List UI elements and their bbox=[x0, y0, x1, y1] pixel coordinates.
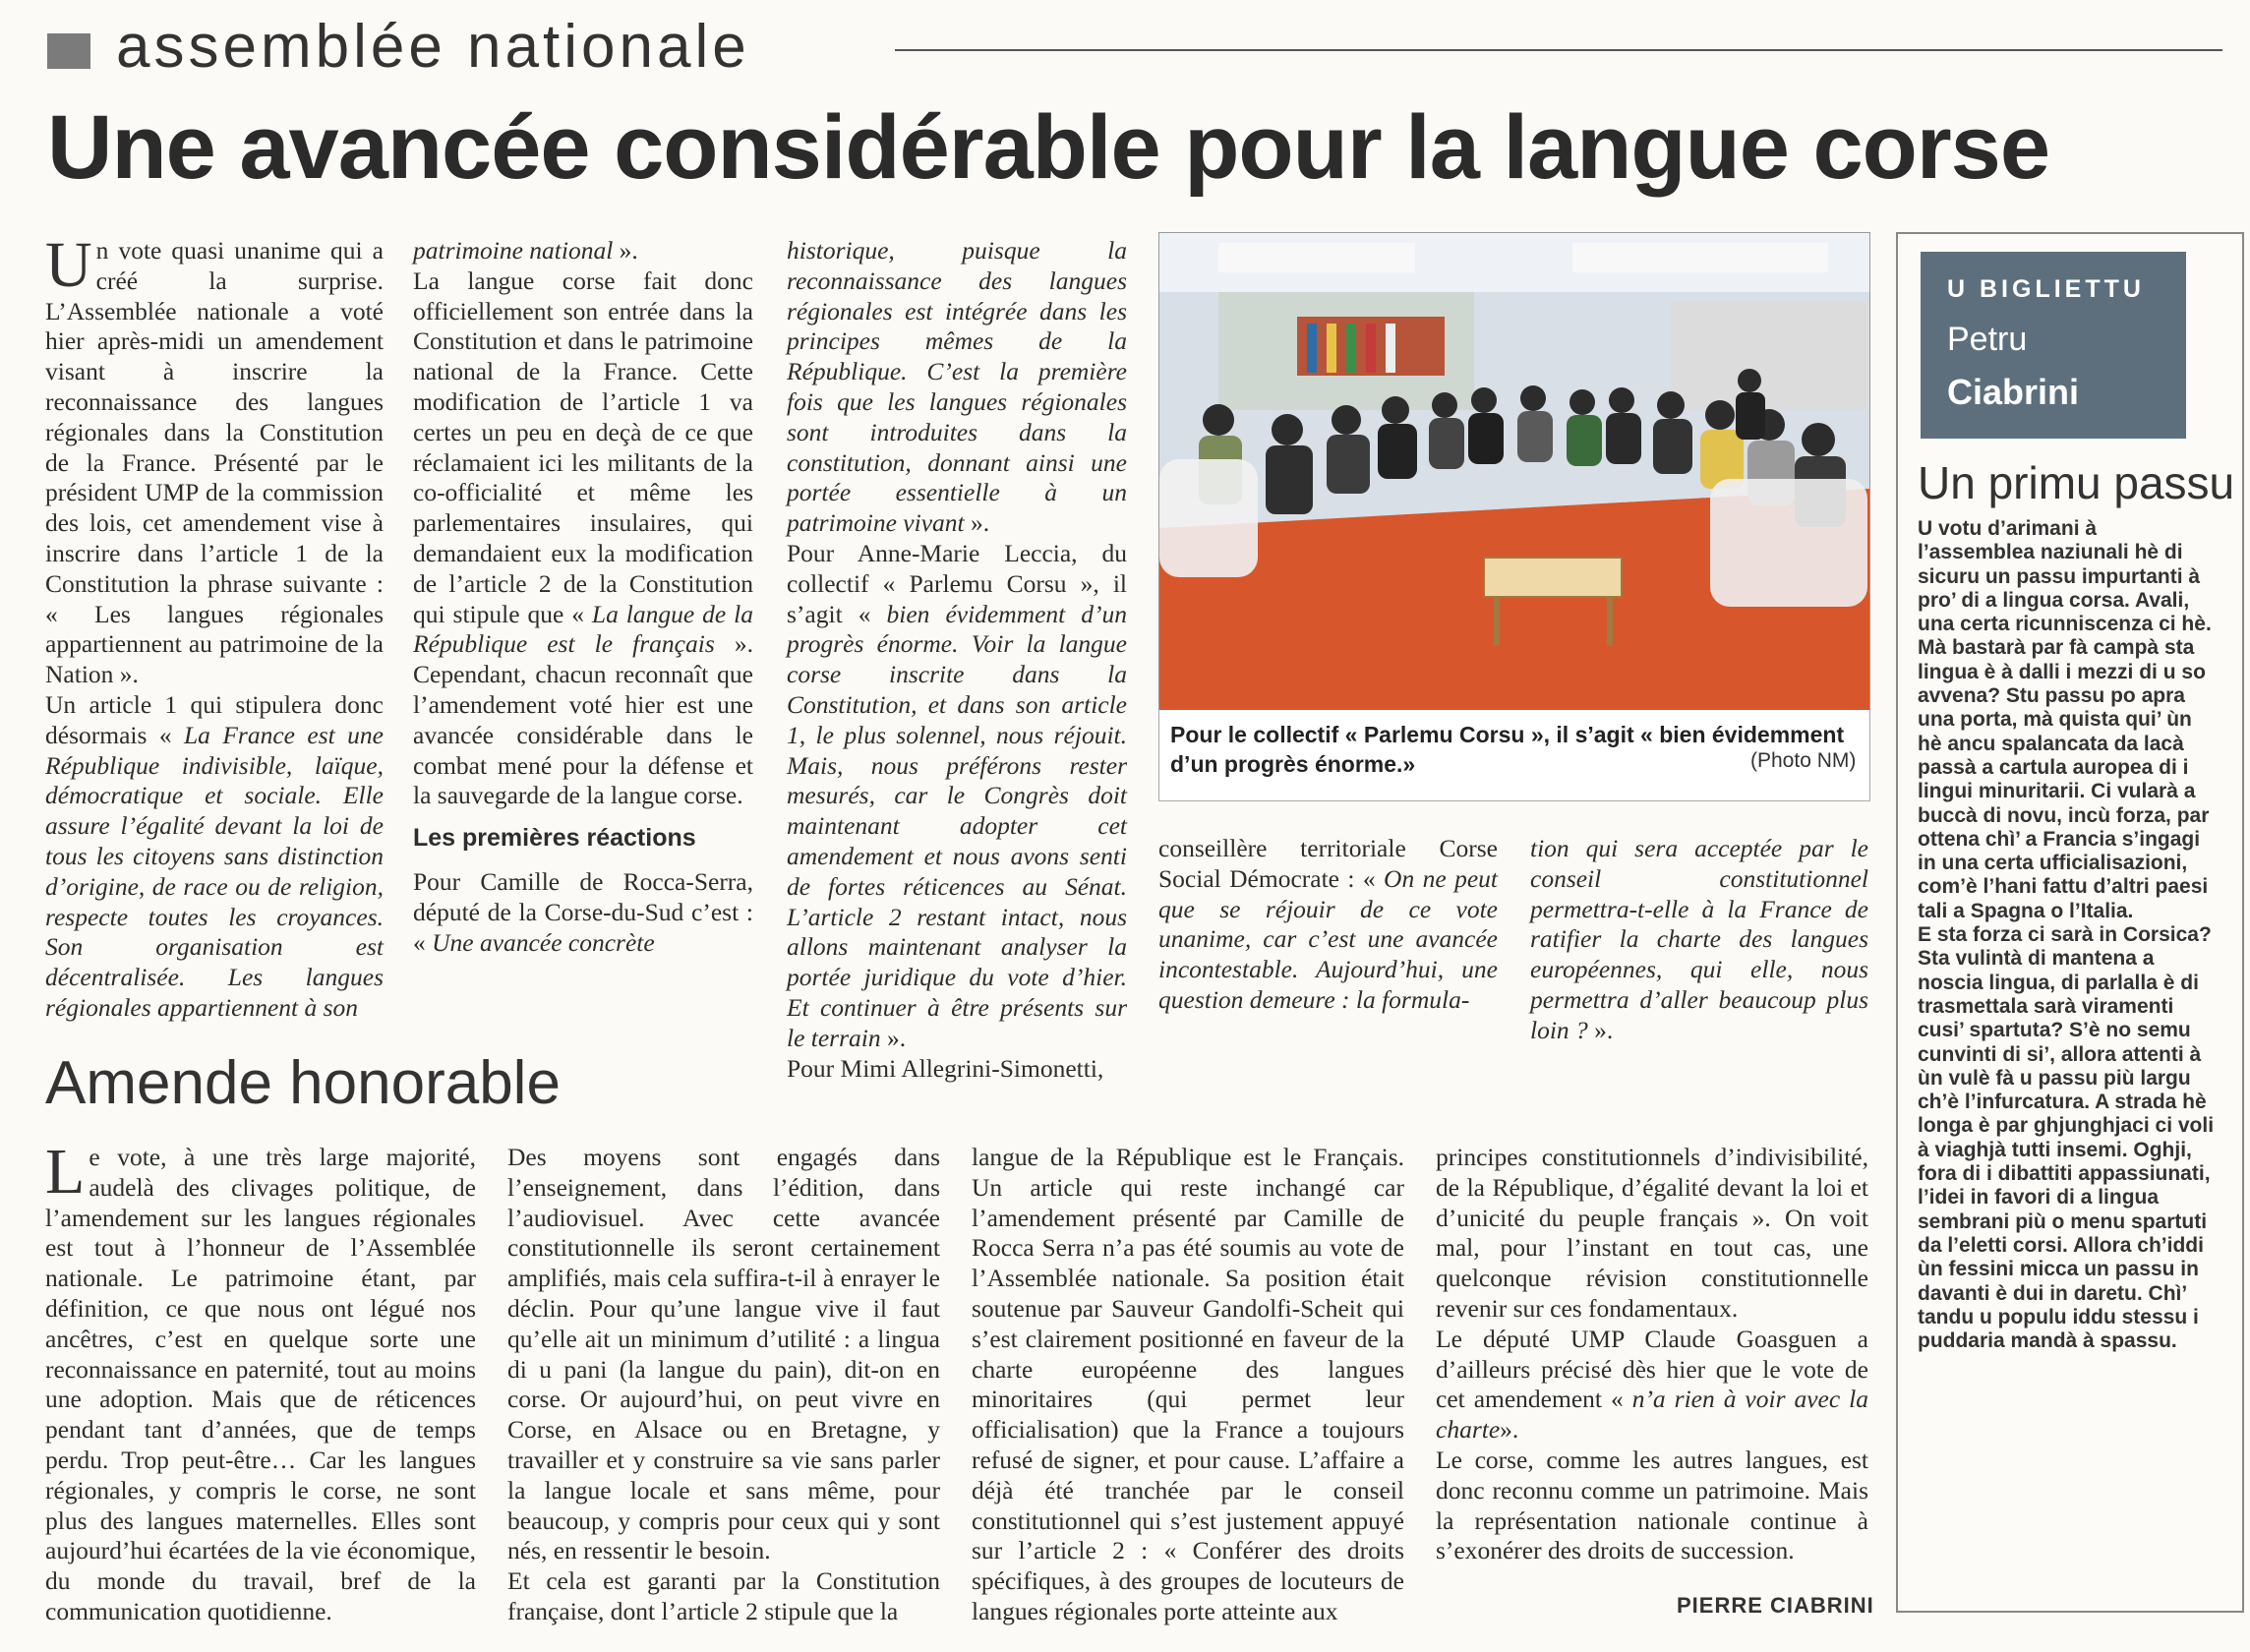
article-quote: historique, puisque la reconnaissance des langues régionales est intégrée dans les principes mêmes de la République. C’est la première fois que les langues régionales sont introduites dans la constitution, donnant ainsi une portée essentielle à un patrimoine vivant bbox=[787, 236, 1127, 538]
article-quote: La France est une République indivisible, laïque, démocratique et sociale. Elle assure l’égalité devant la loi de tous les citoyens sans distinction d’origine, de race ou de religion, respecte toutes les croyances. Son organisation est décentralisée. Les langues régionales appartiennent à son bbox=[45, 720, 384, 1022]
photo-caption: Pour le collectif « Parlemu Corsu », il s’agit « bien évidemment d’un progrès énorme.» bbox=[1170, 722, 1845, 777]
editorial-column-4 bbox=[1436, 1143, 1868, 1566]
sidebar-paragraph: E sta forza ci sarà in Corsica? Sta vulintà di mantena a noscia lingua, di parlalla è di trasmettala sarà viramenti cusi’ spartuta? S’è no semu cunvinti di si’, allora attenti à ùn vulè fà u passu più largu ch’è l’infurcatura. A strada hè longa è par ghjunghjaci ci voli à viaghjà tutti insemi. Oghji, fora di i dibattiti appassiunati, l’idei in favori di a lingua sembrani più o menu spartuti da l’eletti corsi. Allora ch’iddi ùn fessini micca un passu in davanti è dui in daretu. Chì’ tandu u populu iddu stessu i puddaria mandà à spassu. bbox=[1918, 923, 2215, 1353]
sidebar-title: Un primu passu bbox=[1918, 457, 2235, 508]
sidebar-author-last: Ciabrini bbox=[1947, 372, 2080, 412]
headline: Une avancée considérable pour la langue corse bbox=[47, 97, 2050, 198]
article-paragraph: Pour Mimi Allegrini-Simonetti, bbox=[787, 1053, 1104, 1083]
subheading: Les premières réactions bbox=[413, 824, 696, 853]
article-paragraph: Pour Anne-Marie Leccia, du collectif « Parlemu Corsu », il s’agit « bbox=[787, 538, 1127, 628]
rubric-rule bbox=[895, 49, 2222, 51]
article-column-4 bbox=[1158, 834, 1498, 1016]
editorial-paragraph: langue de la République est le Français. Un article qui reste inchangé car l’amendement présenté par Camille de Rocca Serra n’a pas été soumis au vote de l’Assemblée nationale. Sa position était soutenue par Sauveur Gandolfi-Scheit qui s’est clairement positionné en faveur de la charte européenne des langues minoritaires (qui permet leur officialisation) que la France a toujours refusé de signer, et pour cause. L’affaire a déjà été tranchée par le conseil constitutionnel qui s’est justement appuyé sur l’article 2 : « Conférer des droits spécifiques, à des groupes de locuteurs de langues régionales porte atteinte aux bbox=[972, 1143, 1404, 1625]
editorial-column-1 bbox=[45, 1136, 476, 1627]
article-quote: patrimoine national bbox=[413, 236, 614, 265]
article-quote: tion qui sera acceptée par le conseil constitutionnel permettra-t-elle à la France de ratifier la charte des langues européennes, qui elle, nous permettra d’aller beaucoup plus loin ? bbox=[1530, 834, 1868, 1044]
sidebar-kicker: U BIGLIETTU bbox=[1947, 275, 2145, 303]
article-column-1 bbox=[45, 229, 384, 1024]
article-text: ». Cependant, chacun reconnaît que l’amendement voté hier est une avancée considérable dans le combat mené pour la défense et la sauvegarde de la langue corse. bbox=[413, 629, 753, 810]
article-column-3 bbox=[787, 236, 1127, 1084]
sidebar-text bbox=[1918, 517, 2218, 1353]
article-text: ». bbox=[613, 236, 638, 265]
editorial-title: Amende honorable bbox=[45, 1049, 561, 1117]
editorial-paragraph: Le député UMP Claude Goasguen a d’ailleurs précisé dès hier que le vote de cet amendement « bbox=[1436, 1324, 1868, 1414]
article-column-2 bbox=[413, 236, 753, 958]
article-column-5 bbox=[1530, 834, 1868, 1046]
article-text: ». bbox=[1587, 1015, 1614, 1044]
article-photo bbox=[1158, 232, 1870, 712]
article-paragraph: conseillère territoriale Corse Social Démocrate : « bbox=[1158, 834, 1498, 893]
article-quote: On ne peut que se réjouir de ce vote unanime, car c’est une avancée incontestable. Aujourd’hui, une question demeure : la formula- bbox=[1158, 863, 1498, 1014]
article-lead: n vote quasi unanime qui a créé la surprise. L’Assemblée nationale a voté hier après-midi un amendement visant à inscrire la reconnaissance des langues régionales dans la Constitution de la France. Présenté par le président UMP de la commission des lois, cet amendement vise à inscrire dans l’article 1 de la Constitution la phrase suivante : « Les langues régionales appartiennent au patrimoine de la Nation ». bbox=[45, 236, 384, 689]
article-text: ». bbox=[880, 1023, 907, 1052]
photo-credit: (Photo NM) bbox=[1750, 749, 1857, 772]
editorial-paragraph: Des moyens sont engagés dans l’enseignement, dans l’édition, dans l’audiovisuel. Avec cette avancée constitutionnelle ils seront certainement amplifiés, mais cela suffira-t-il à enrayer le déclin. Pour qu’une langue vive il faut qu’elle ait un minimum d’utilité : a lingua di u pani (la langue du pain), dit-on en corse. Or aujourd’hui, on peut vivre en Corse, en Alsace ou en Bretagne, y travailler et y construire sa vie sans parler la langue locale et sans même, pour beaucoup, y compris pour ceux qui y sont nés, en ressentir le besoin. bbox=[507, 1143, 940, 1565]
byline: PIERRE CIABRINI bbox=[1677, 1593, 1874, 1618]
editorial-paragraph: e vote, à une très large majorité, audelà des clivages politique, de l’amendement sur les langues régionales est tout à l’honneur de l’Assemblée nationale. Le patrimoine étant, par définition, ce que nous ont légué nos ancêtres, c’est en quelque sorte une reconnaissance en paternité, tout au moins une adoption. Mais que de réticences pendant tant d’années, que de temps perdu. Trop peut-être… Car les langues régionales, y compris le corse, ne sont plus des langues maternelles. Elles sont aujourd’hui écartées de la vie économique, du monde du travail, bref de la communication quotidienne. bbox=[45, 1143, 476, 1625]
sidebar-paragraph: U votu d’arimani à l’assemblea naziunali hè di sicuru un passu impurtanti à pro’ di a lingua corsa. Avali, una certa ricunniscenza ci hè. Mà bastarà par fà campà sta lingua è à dalli i mezzi di u so avvena? Stu passu po apra una porta, mà quista qui’ ùn hè ancu spalancata da lacà passà a cartula auropea di i lingui minuritarii. Ci vularà a buccà di novu, incù forza, par ottena chì’ a Francia s’ingagi in una certa ufficialisazioni, com’è l’hani fattu d’altri paesi tali a Spagna o l’Italia. bbox=[1918, 517, 2212, 922]
article-paragraph: Un article 1 qui stipulera donc désormais « bbox=[45, 689, 384, 749]
editorial-text: ». bbox=[1500, 1415, 1519, 1445]
editorial-paragraph: principes constitutionnels d’indivisibilité, de la République, d’égalité devant la loi et d’unicité du peuple français ». On voit mal, pour l’instant en tout cas, une quelconque révision constitutionnelle revenir sur ces fondamentaux. bbox=[1436, 1143, 1868, 1323]
article-quote: bien évidemment d’un progrès énorme. Voir la langue corse inscrite dans la Constitution, et dans son article 1, le plus solennel, nous réjouit. Mais, nous préférons rester mesurés, car le Congrès doit maintenant adopter cet amendement et nous avons senti de fortes réticences au Sénat. L’article 2 restant intact, nous allons maintenant analyser la portée juridique du vote d’hier. Et continuer à être présents sur le terrain bbox=[787, 599, 1128, 1052]
editorial-column-3 bbox=[972, 1143, 1404, 1627]
article-paragraph: Pour Camille de Rocca-Serra, député de la Corse-du-Sud c’est : « bbox=[413, 866, 753, 957]
editorial-paragraph: Le corse, comme les autres langues, est donc reconnu comme un patrimoine. Mais la représentation nationale continue à s’exonérer des droits de succession. bbox=[1436, 1445, 1868, 1565]
article-quote: Une avancée concrète bbox=[432, 927, 655, 957]
editorial-quote: n’a rien à voir avec la charte bbox=[1436, 1385, 1869, 1445]
section-rubric: assemblée nationale bbox=[116, 13, 750, 81]
article-quote: La langue de la République est le français bbox=[413, 599, 753, 659]
sidebar-author-first: Petru bbox=[1947, 321, 2028, 358]
article-paragraph: La langue corse fait donc officiellement son entrée dans la Constitution et dans le patrimoine national de la France. Cette modification de l’article 1 va certes un peu en deçà de ce que réclamaient ici les militants de la co-officialité et même les parlementaires insulaires, qui demandaient eux la modification de l’article 2 de la Constitution qui stipule que « bbox=[413, 266, 753, 628]
dropcap: L bbox=[45, 1136, 86, 1208]
editorial-column-2 bbox=[507, 1143, 940, 1627]
article-text: ». bbox=[964, 508, 990, 538]
dropcap: U bbox=[45, 229, 92, 301]
editorial-paragraph: Et cela est garanti par la Constitution française, dont l’article 2 stipule que la bbox=[507, 1566, 940, 1625]
rubric-marker bbox=[47, 33, 90, 69]
